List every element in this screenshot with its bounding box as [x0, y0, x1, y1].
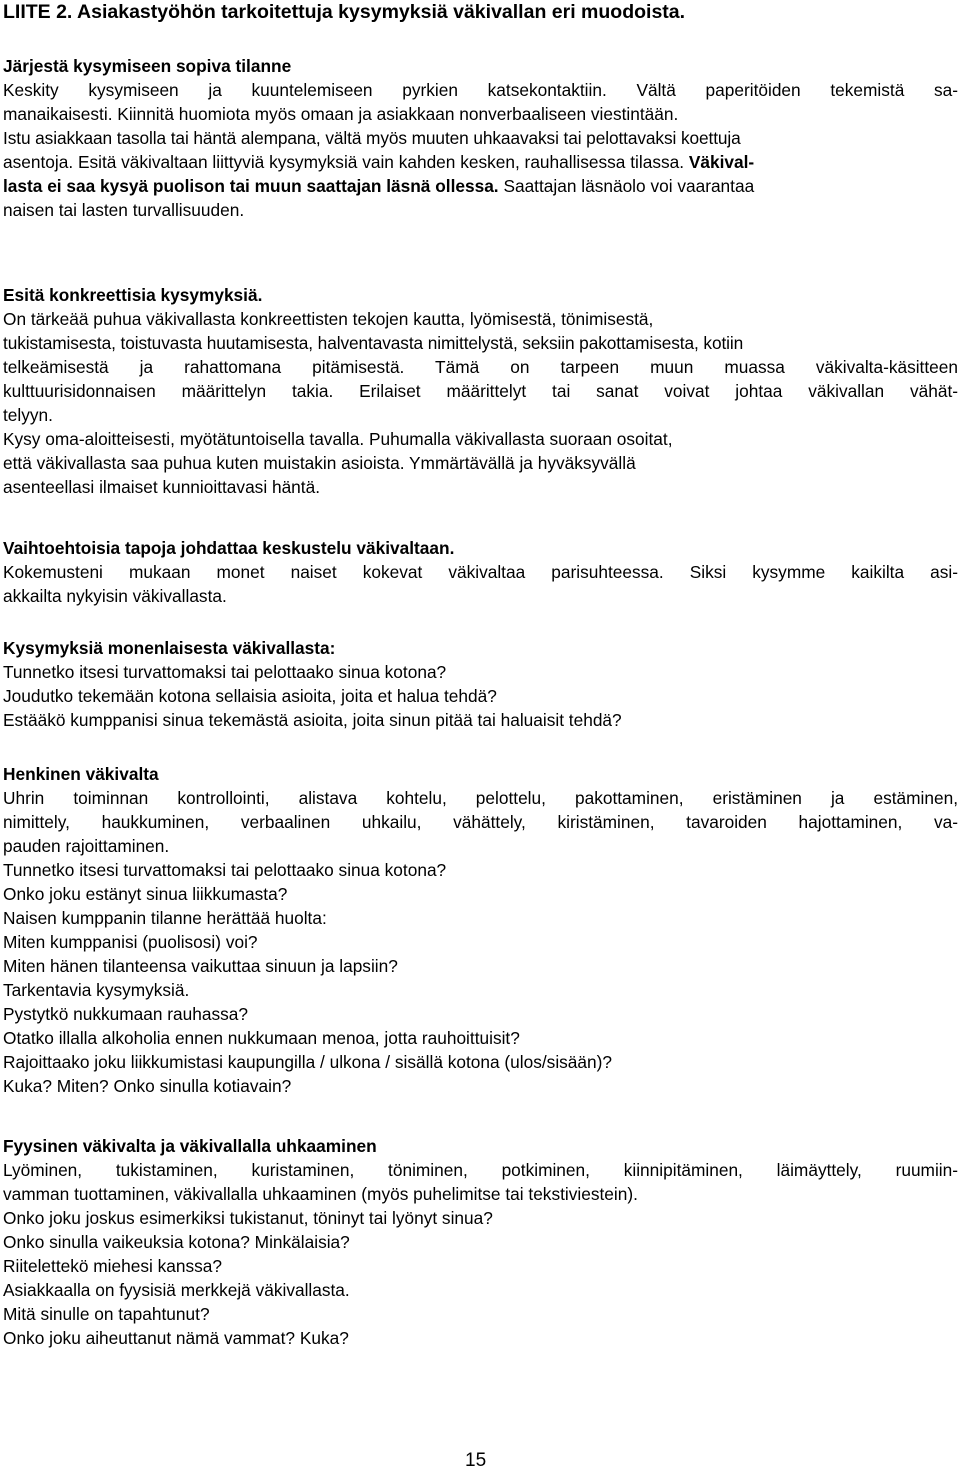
paragraph-line: On tärkeää puhua väkivallasta konkreettisten tekojen kautta, lyömisestä, tönimisestä,: [3, 309, 654, 329]
paragraph-line: Naisen kumppanin tilanne herättää huolta:: [3, 908, 327, 928]
paragraph-line: Asiakkaalla on fyysisiä merkkejä väkivallasta.: [3, 1280, 350, 1300]
paragraph-line: telkeämisestä ja rahattomana pitämisestä. Tämä on tarpeen muun muassa väkivalta-käsitteen: [3, 357, 958, 377]
emphasis-text: Väkival-: [688, 152, 755, 172]
question-line: Otatko illalla alkoholia ennen nukkumaan menoa, jotta rauhoittuisit?: [3, 1028, 520, 1048]
paragraph-text: asentoja. Esitä väkivaltaan liittyviä kysymyksiä vain kahden kesken, rauhallisessa tilassa.: [3, 152, 685, 172]
question-line: Riitelettekö miehesi kanssa?: [3, 1256, 223, 1276]
question-line: Onko joku estänyt sinua liikkumasta?: [3, 884, 288, 904]
question-line: Miten kumppanisi (puolisosi) voi?: [3, 932, 258, 952]
section-heading: Esitä konkreettisia kysymyksiä.: [3, 285, 263, 305]
question-line: Onko joku aiheuttanut nämä vammat? Kuka?: [3, 1328, 349, 1348]
paragraph-line: Uhrin toiminnan kontrollointi, alistava kohtelu, pelottelu, pakottaminen, eristäminen ja estäminen,: [3, 788, 958, 808]
question-line: Tunnetko itsesi turvattomaksi tai pelottaako sinua kotona?: [3, 860, 447, 880]
paragraph-line: pauden rajoittaminen.: [3, 836, 170, 856]
paragraph-line: että väkivallasta saa puhua kuten muistakin asioista. Ymmärtävällä ja hyväksyvällä: [3, 453, 636, 473]
paragraph-line: [3, 150, 754, 174]
section-heading: Henkinen väkivalta: [3, 764, 159, 784]
question-line: Estääkö kumppanisi sinua tekemästä asioita, joita sinun pitää tai haluaisit tehdä?: [3, 710, 622, 730]
paragraph-line: naisen tai lasten turvallisuuden.: [3, 200, 245, 220]
question-line: Onko sinulla vaikeuksia kotona? Minkälaisia?: [3, 1232, 350, 1252]
paragraph-line: kulttuurisidonnaisen määrittelyn takia. Erilaiset määrittelyt tai sanat voivat johtaa väkivallan vähät-: [3, 381, 958, 401]
paragraph-line: tukistamisesta, toistuvasta huutamisesta, halventavasta nimittelystä, seksiin pakottamisesta, kotiin: [3, 333, 744, 353]
section-heading: Järjestä kysymiseen sopiva tilanne: [3, 56, 292, 76]
question-line: Kuka? Miten? Onko sinulla kotiavain?: [3, 1076, 292, 1096]
document-title: LIITE 2. Asiakastyöhön tarkoitettuja kysymyksiä väkivallan eri muodoista.: [3, 1, 686, 23]
emphasis-text: lasta ei saa kysyä puolison tai muun saattajan läsnä ollessa.: [3, 176, 499, 196]
section-heading: Fyysinen väkivalta ja väkivallalla uhkaaminen: [3, 1136, 377, 1156]
paragraph-line: Tarkentavia kysymyksiä.: [3, 980, 190, 1000]
question-line: Tunnetko itsesi turvattomaksi tai pelottaako sinua kotona?: [3, 662, 447, 682]
paragraph-line: manaikaisesti. Kiinnitä huomiota myös omaan ja asiakkaan nonverbaaliseen viestintään.: [3, 104, 679, 124]
paragraph-line: vamman tuottaminen, väkivallalla uhkaaminen (myös puhelimitse tai tekstiviestein).: [3, 1184, 638, 1204]
question-line: Miten hänen tilanteensa vaikuttaa sinuun ja lapsiin?: [3, 956, 398, 976]
paragraph-line: asenteellasi ilmaiset kunnioittavasi häntä.: [3, 477, 321, 497]
question-line: Mitä sinulle on tapahtunut?: [3, 1304, 210, 1324]
paragraph-line: Lyöminen, tukistaminen, kuristaminen, töniminen, potkiminen, kiinnipitäminen, läimäyttely, ruumiin-: [3, 1160, 958, 1180]
paragraph-text: Saattajan läsnäolo voi vaarantaa: [503, 176, 755, 196]
question-line: Rajoittaako joku liikkumistasi kaupungilla / ulkona / sisällä kotona (ulos/sisään)?: [3, 1052, 612, 1072]
paragraph-line: akkailta nykyisin väkivallasta.: [3, 586, 227, 606]
question-line: Onko joku joskus esimerkiksi tukistanut, töninyt tai lyönyt sinua?: [3, 1208, 493, 1228]
paragraph-line: Kysy oma-aloitteisesti, myötätuntoisella tavalla. Puhumalla väkivallasta suoraan osoitat,: [3, 429, 673, 449]
paragraph-line: Keskity kysymiseen ja kuuntelemiseen pyrkien katsekontaktiin. Vältä paperitöiden tekemistä sa-: [3, 80, 958, 100]
paragraph-line: Istu asiakkaan tasolla tai häntä alempana, vältä myös muuten uhkaavaksi tai pelottavaksi koettuja: [3, 128, 741, 148]
question-line: Joudutko tekemään kotona sellaisia asioita, joita et halua tehdä?: [3, 686, 497, 706]
page-number: 15: [465, 1450, 487, 1471]
section-heading: Vaihtoehtoisia tapoja johdattaa keskustelu väkivaltaan.: [3, 538, 455, 558]
paragraph-line: nimittely, haukkuminen, verbaalinen uhkailu, vähättely, kiristäminen, tavaroiden hajottaminen, va-: [3, 812, 958, 832]
section-heading: Kysymyksiä monenlaisesta väkivallasta:: [3, 638, 336, 658]
paragraph-line: [3, 174, 754, 198]
question-line: Pystytkö nukkumaan rauhassa?: [3, 1004, 248, 1024]
paragraph-line: Kokemusteni mukaan monet naiset kokevat väkivaltaa parisuhteessa. Siksi kysymme kaikilta asi-: [3, 562, 958, 582]
paragraph-line: telyyn.: [3, 405, 53, 425]
